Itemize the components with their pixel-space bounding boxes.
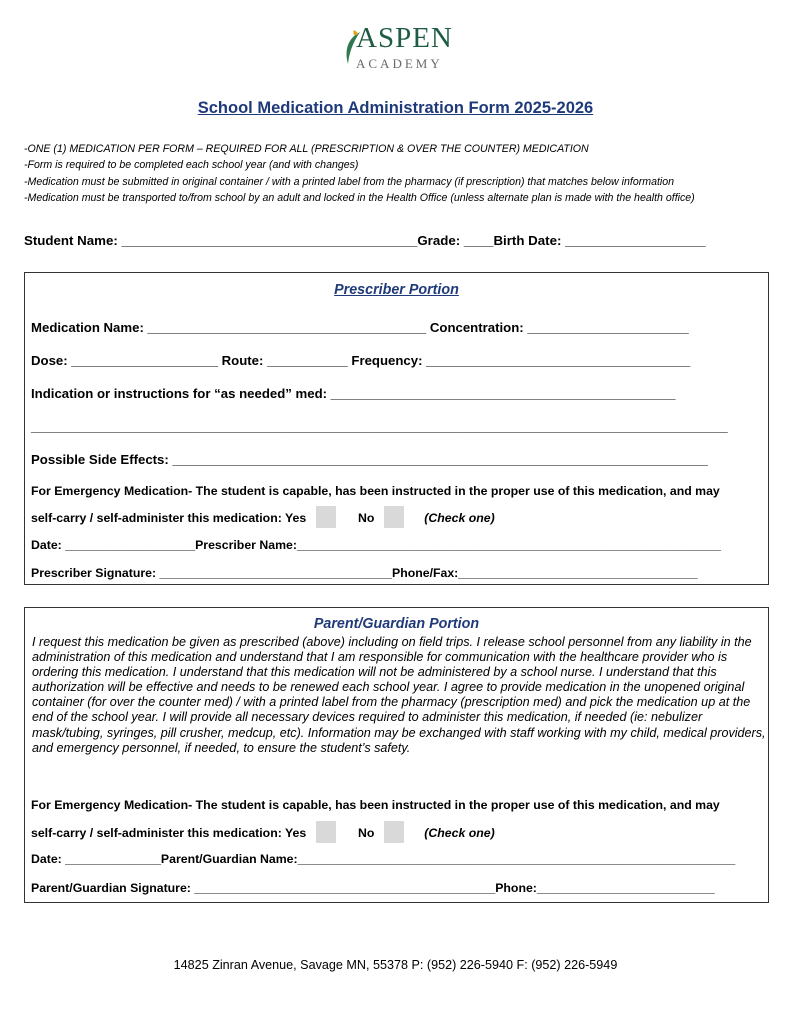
prescriber-section-title: Prescriber Portion [334,282,459,298]
aspen-academy-logo [340,22,460,78]
logo-name: ASPEN [356,22,453,54]
prescriber-section [24,272,769,585]
yes-checkbox[interactable] [316,821,336,843]
self-carry-label: self-carry / self-administer this medication: Yes [31,511,307,525]
yes-checkbox[interactable] [316,506,336,528]
form-title: School Medication Administration Form 2025-2026 [197,99,594,117]
guardian-section-title: Parent/Guardian Portion [313,616,480,632]
instruction-line: -ONE (1) MEDICATION PER FORM – REQUIRED FOR ALL (PRESCRIPTION & OVER THE COUNTER) MEDICATION [24,143,589,155]
indication-line[interactable]: Indication or instructions for “as needed” med: _______________________________________________ [31,386,676,401]
footer-address: 14825 Zinran Avenue, Savage MN, 55378 P: (952) 226-5940 F: (952) 226-5949 [173,958,618,972]
guardian-signature-line[interactable]: Parent/Guardian Signature: ____________________________________________Phone:__________________________ [31,881,715,895]
medication-line[interactable]: Medication Name: ______________________________________ Concentration: ______________________ [31,320,689,335]
guardian-section [24,607,769,903]
self-carry-label: self-carry / self-administer this medication: Yes [31,826,307,840]
guardian-consent-paragraph: I request this medication be given as prescribed (above) including on field trips. I release school personnel from any liability in the administration of this medication and understand that I am responsible for communication with the healthcare provider who is ordering this medication. I understand that this medication will not be administered by a school nurse. I understand that this authorization will be effective and needs to be renewed each school year. I agree to provide medication in the unopened original container (for over the counter med) / with a printed label from the pharmacy (prescription med) and pick the medication up at the end of the school year. I will provide all necessary devices required to administer this medication, if needed (ie: nebulizer mask/tubing, syringes, pill crusher, medcup, etc). Information may be exchanged with staff working with my child, medical providers, and emergency personnel, if needed, to ensure the student’s safety. [32,635,766,755]
instruction-line: -Form is required to be completed each school year (and with changes) [24,159,359,172]
self-carry-row [31,506,495,528]
prescriber-signature-line[interactable]: Prescriber Signature: __________________________________Phone/Fax:___________________________________ [31,566,698,580]
no-checkbox[interactable] [384,821,404,843]
instruction-line: -Medication must be submitted in original container / with a printed label from the pharmacy (if prescription) that matches below information [24,175,675,188]
indication-continued-line[interactable]: _______________________________________________________________________________________________ [31,419,728,434]
no-checkbox[interactable] [384,506,404,528]
student-info-line[interactable]: Student Name: ________________________________________Grade: ____Birth Date: ___________________ [24,233,706,248]
instructions-list [24,141,695,206]
no-label: No [358,826,375,840]
logo-subtitle: ACADEMY [356,56,443,71]
emergency-statement: For Emergency Medication- The student is capable, has been instructed in the proper use of this medication, and may [31,484,720,498]
check-one-note: (Check one) [424,511,495,525]
dose-line[interactable]: Dose: ____________________ Route: ___________ Frequency: ____________________________________ [31,353,691,368]
emergency-statement: For Emergency Medication- The student is capable, has been instructed in the proper use of this medication, and may [31,798,720,812]
side-effects-line[interactable]: Possible Side Effects: _________________________________________________________________________ [31,452,708,467]
date-prescriber-name-line[interactable]: Date: ___________________Prescriber Name:______________________________________________________________ [31,538,721,552]
instruction-line: -Medication must be transported to/from school by an adult and locked in the Health Office (unless alternate plan is made with the health office) [24,191,695,204]
check-one-note: (Check one) [424,826,495,840]
no-label: No [358,511,375,525]
date-guardian-name-line[interactable]: Date: ______________Parent/Guardian Name:________________________________________________________________ [31,852,736,866]
self-carry-row [31,821,495,843]
